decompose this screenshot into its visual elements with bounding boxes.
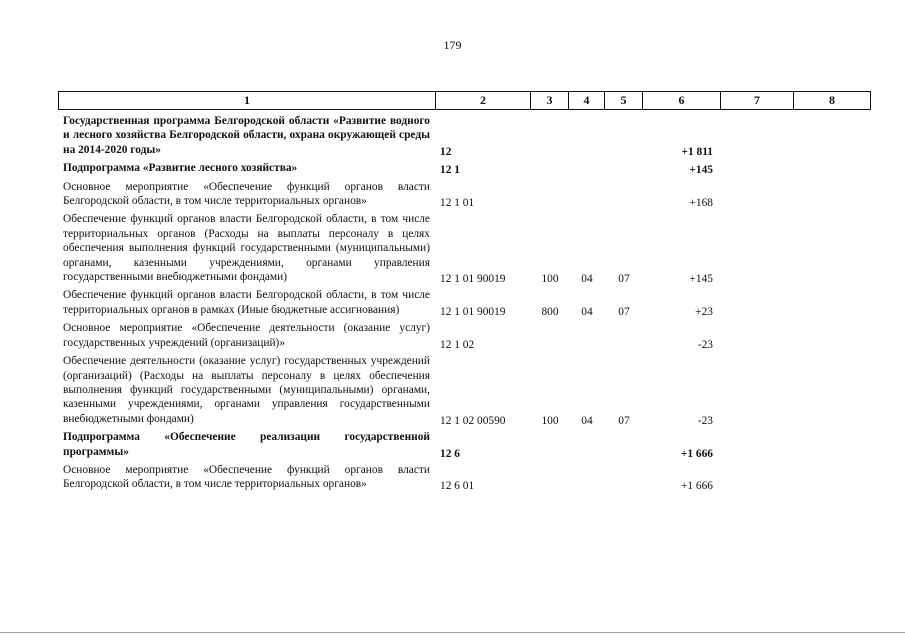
row-col-5: 07 (618, 305, 630, 318)
row-amount: +145 (689, 164, 713, 177)
row-col-8 (794, 286, 871, 319)
row-description: Государственная программа Белгородской области «Развитие водного и лесного хозяйства Белгородской области, охрана окружающей среды на 2014-2020 годы» (63, 115, 430, 156)
row-code: 12 6 (440, 447, 460, 460)
row-col-3: 800 (541, 305, 559, 318)
row-col-5: 07 (618, 414, 630, 427)
row-col-5 (605, 178, 643, 211)
row-col-5: 07 (618, 273, 630, 286)
row-description: Основное мероприятие «Обеспечение функций органов власти Белгородской области, в том числе территориальных органов» (63, 180, 430, 208)
row-col-4 (569, 112, 605, 159)
row-col-3: 100 (541, 414, 559, 427)
row-col-8 (794, 461, 871, 494)
row-col-5 (605, 112, 643, 159)
row-col-8 (794, 428, 871, 461)
page-number: 179 (443, 38, 462, 52)
row-amount: +145 (689, 273, 713, 286)
row-amount: -23 (697, 414, 713, 427)
row-col-7 (721, 352, 794, 428)
row-col-8 (794, 319, 871, 352)
row-col-5 (605, 428, 643, 461)
row-code: 12 1 01 90019 (440, 305, 506, 318)
row-col-8 (794, 210, 871, 286)
table-body (58, 112, 871, 494)
header-col-7: 7 (721, 91, 794, 110)
row-code: 12 1 02 00590 (440, 414, 506, 427)
row-col-7 (721, 112, 794, 159)
row-description: Подпрограмма «Развитие лесного хозяйства» (63, 162, 298, 175)
page-bottom-edge (0, 632, 905, 633)
row-col-5 (605, 159, 643, 177)
row-description: Подпрограмма «Обеспечение реализации государственной программы» (63, 431, 430, 458)
row-col-4: 04 (581, 273, 593, 286)
row-description: Основное мероприятие «Обеспечение функций органов власти Белгородской области, в том числе территориальных органов» (63, 463, 430, 491)
row-col-8 (794, 159, 871, 177)
row-col-3 (531, 159, 569, 177)
row-code: 12 1 01 90019 (440, 273, 506, 286)
row-col-4 (569, 428, 605, 461)
row-code: 12 (440, 145, 452, 158)
row-amount: -23 (697, 338, 713, 351)
row-description: Основное мероприятие «Обеспечение деятельности (оказание услуг) государственных учреждений (организаций)» (63, 322, 430, 349)
row-col-7 (721, 286, 794, 319)
row-col-7 (721, 461, 794, 494)
row-col-3 (531, 428, 569, 461)
header-col-2: 2 (436, 91, 531, 110)
row-col-3 (531, 461, 569, 494)
row-col-7 (721, 428, 794, 461)
row-col-4 (569, 178, 605, 211)
row-col-4: 04 (581, 305, 593, 318)
row-amount: +1 666 (680, 447, 713, 460)
row-col-3 (531, 319, 569, 352)
row-amount: +1 666 (680, 480, 713, 493)
row-col-4 (569, 461, 605, 494)
row-col-3 (531, 112, 569, 159)
row-col-8 (794, 178, 871, 211)
budget-table (58, 91, 871, 110)
row-col-4 (569, 319, 605, 352)
row-col-7 (721, 178, 794, 211)
row-code: 12 1 (440, 164, 460, 177)
row-col-8 (794, 352, 871, 428)
row-code: 12 1 01 (440, 197, 475, 210)
row-description: Обеспечение функций органов власти Белгородской области, в том числе территориальных органов в рамках (Иные бюджетные ассигнования) (63, 289, 430, 316)
header-col-1: 1 (58, 91, 436, 110)
row-col-8 (794, 112, 871, 159)
row-col-3: 100 (541, 273, 559, 286)
row-col-3 (531, 178, 569, 211)
row-amount: +1 811 (681, 145, 713, 158)
row-col-4 (569, 159, 605, 177)
row-code: 12 6 01 (440, 480, 475, 493)
header-col-4: 4 (569, 91, 605, 110)
header-col-8: 8 (794, 91, 871, 110)
row-description: Обеспечение функций органов власти Белгородской области, в том числе территориальных органов (Расходы на выплаты персоналу в целях обеспечения выполнения функций государственными (муниципальными) органами, казенными учреждениями, органами управления государственными внебюджетными фондами) (63, 213, 430, 284)
row-col-7 (721, 210, 794, 286)
row-col-5 (605, 319, 643, 352)
row-col-7 (721, 159, 794, 177)
row-description: Обеспечение деятельности (оказание услуг) государственных учреждений (организаций) (Расходы на выплаты персоналу в целях обеспечения выполнения функций государственными (муниципальными) органами, казенными учреждениями, органами управления государственными внебюджетными фондами) (63, 355, 430, 425)
row-amount: +168 (689, 197, 713, 210)
header-col-5: 5 (605, 91, 643, 110)
row-col-5 (605, 461, 643, 494)
row-col-4: 04 (581, 414, 593, 427)
header-col-6: 6 (643, 91, 721, 110)
row-amount: +23 (695, 305, 713, 318)
row-code: 12 1 02 (440, 338, 475, 351)
header-col-3: 3 (531, 91, 569, 110)
row-col-7 (721, 319, 794, 352)
